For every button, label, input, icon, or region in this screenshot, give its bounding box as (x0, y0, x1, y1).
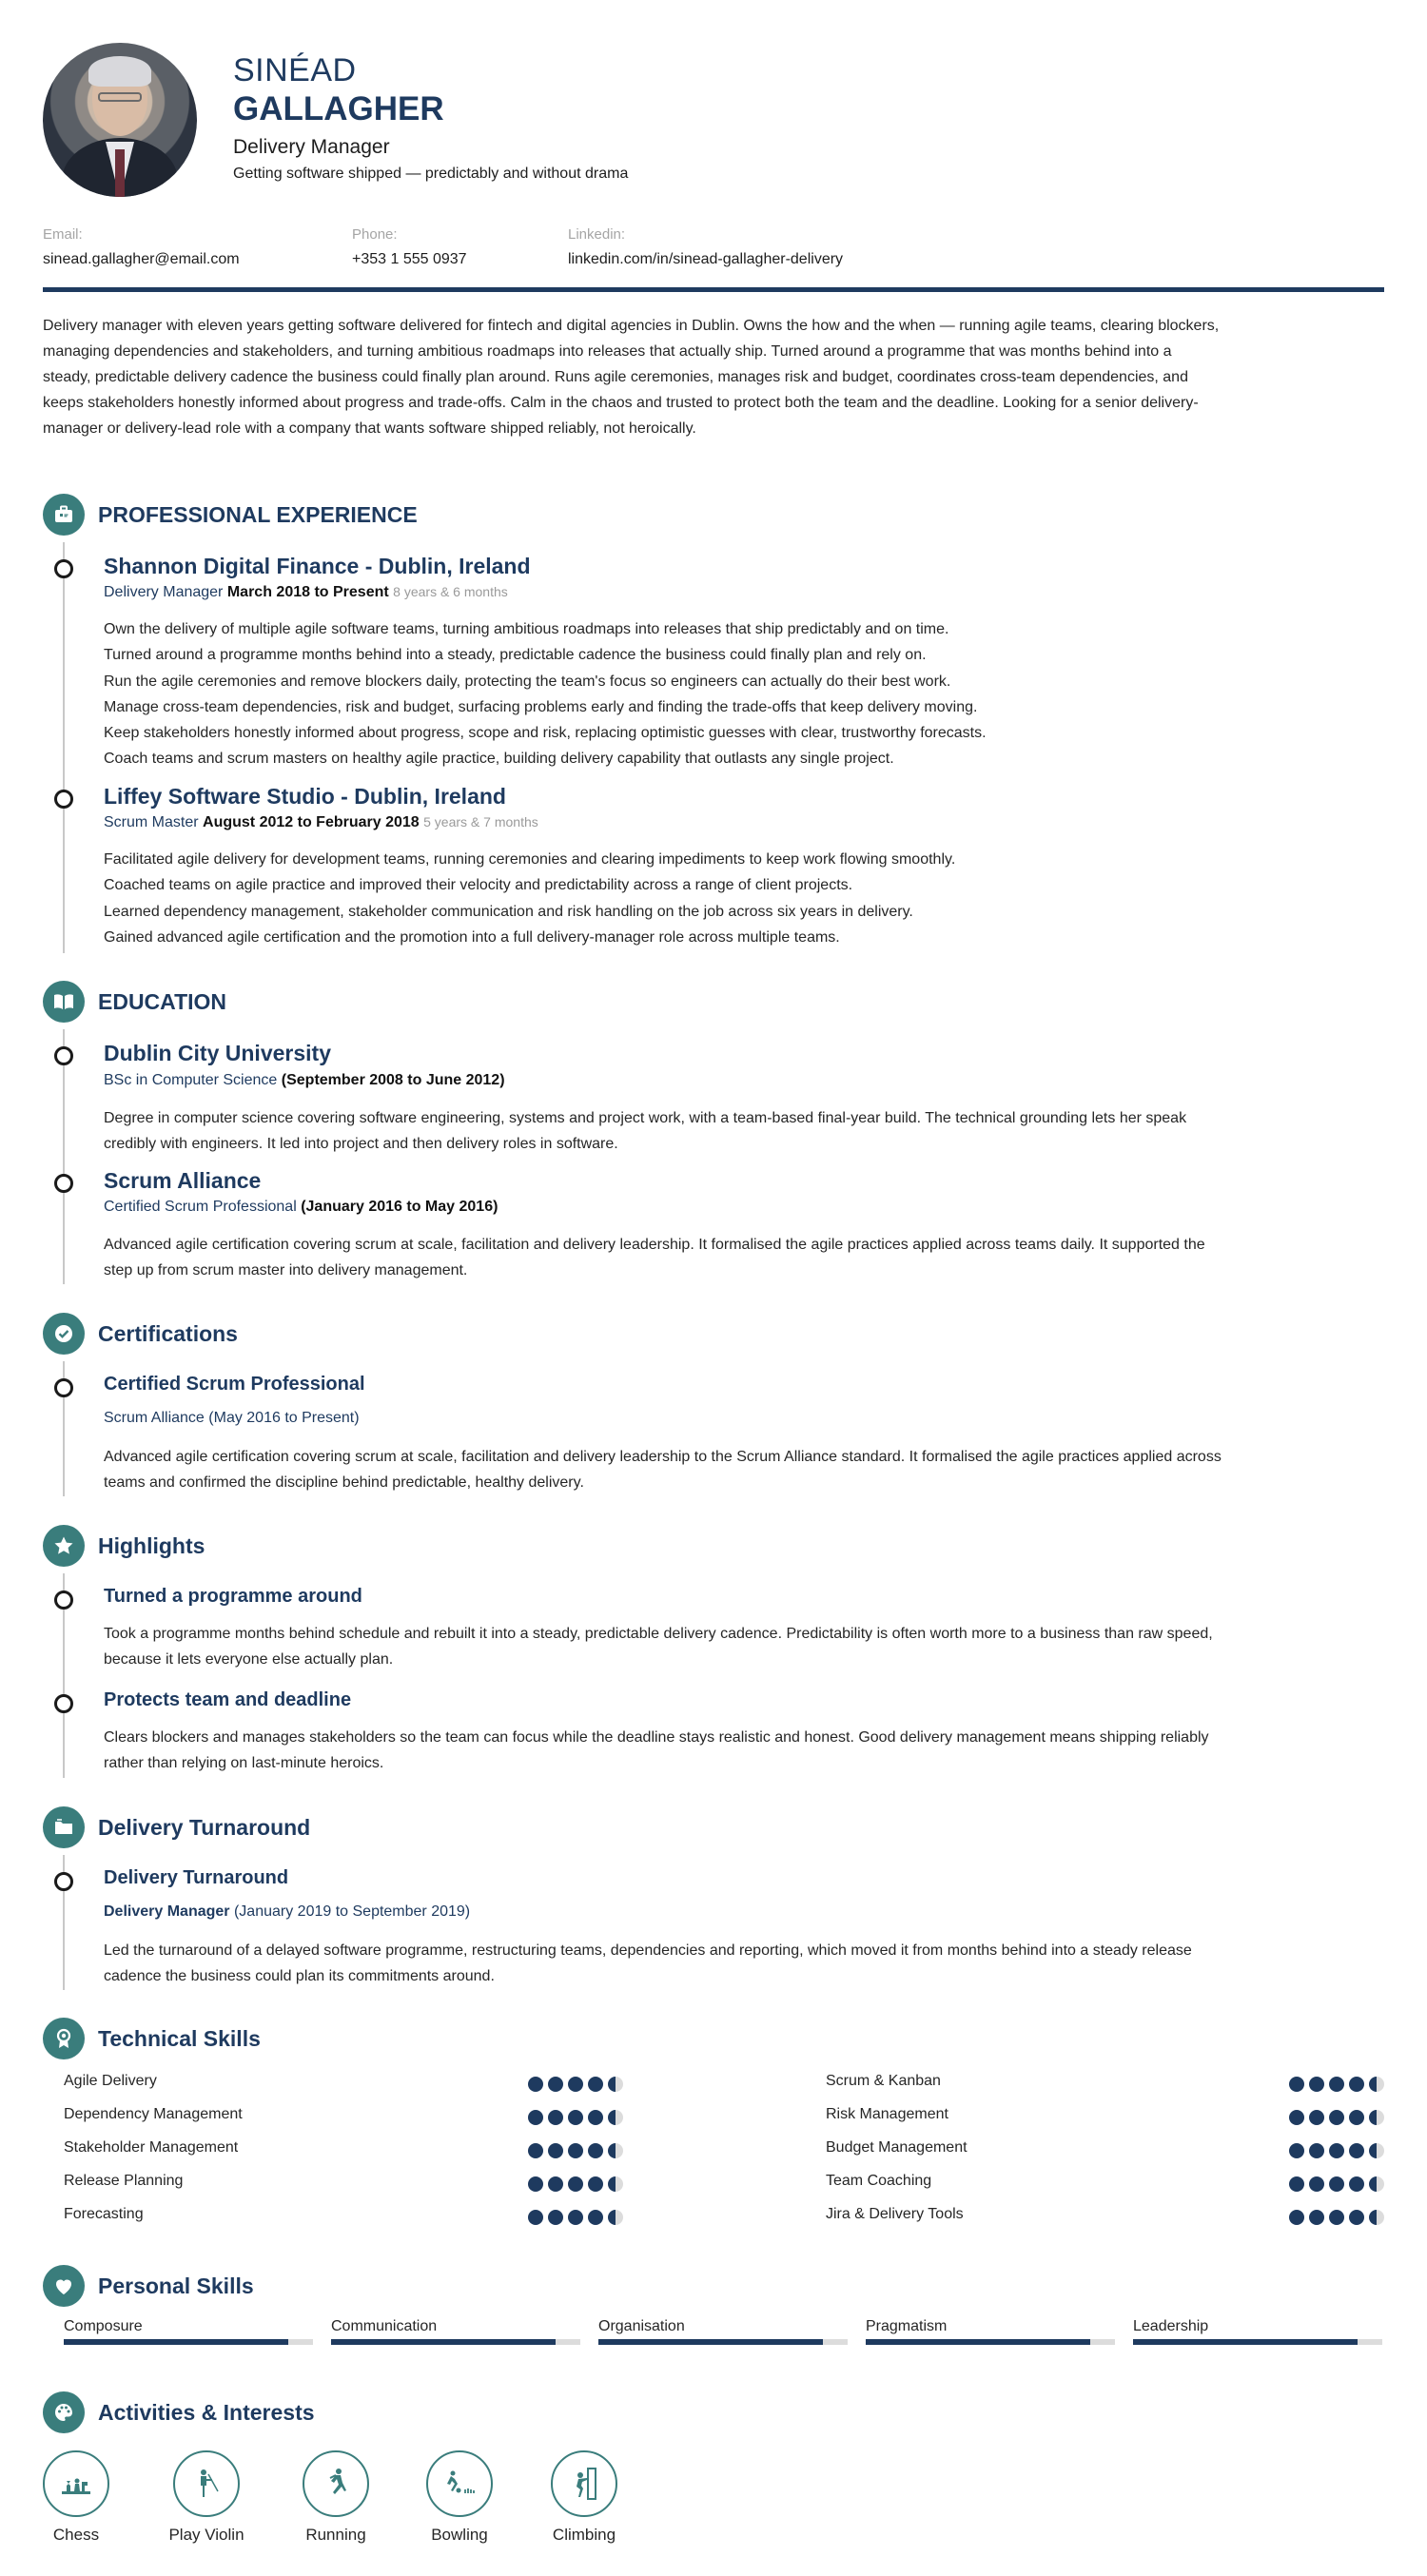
palette-icon (43, 2391, 85, 2433)
timeline-marker (54, 1046, 73, 1065)
interest-name: Running (305, 2526, 366, 2544)
rating-dot (608, 2077, 623, 2092)
personal-skill-name: Communication (331, 2318, 438, 2334)
rating-dot (588, 2210, 603, 2225)
rating-dot (528, 2210, 543, 2225)
skill-name: Agile Delivery (64, 2073, 157, 2089)
rating-dot (548, 2210, 563, 2225)
summary-line: managing dependencies and stakeholders, and turning ambitious roadmaps into releases that actually ship. Turned around a programme that was months behind into a (43, 343, 1172, 360)
rating-dot (528, 2077, 543, 2092)
rating-dot (1349, 2210, 1364, 2225)
personal-skill-bar (1133, 2339, 1382, 2345)
education-description (104, 1105, 1384, 1157)
text-line: teams and confirmed the discipline behind predictable, healthy delivery. (104, 1474, 584, 1491)
briefcase-icon (43, 494, 85, 536)
job-bullet: Run the agile ceremonies and remove blockers daily, protecting the team's focus so engineers can actually do their best work. (104, 673, 951, 690)
phone-value[interactable]: +353 1 555 0937 (352, 251, 467, 267)
rating-dot (1369, 2143, 1384, 2158)
personal-skill (598, 2318, 848, 2345)
skill-rating (528, 2110, 623, 2125)
skill-rating (528, 2176, 623, 2192)
contact-email (43, 226, 240, 268)
interest-name: Chess (52, 2526, 100, 2544)
text-line: credibly with engineers. It led into project and then delivery roles in software. (104, 1136, 618, 1152)
personal-skill-name: Organisation (598, 2318, 685, 2334)
rating-dot (1289, 2176, 1304, 2192)
rating-dot (608, 2143, 623, 2158)
chess-icon (43, 2450, 109, 2517)
phone-label: Phone: (352, 226, 398, 243)
certification-issuer: Scrum Alliance (104, 1410, 205, 1426)
personal-skill-bar (866, 2339, 1115, 2345)
job-duration: 5 years & 7 months (423, 814, 538, 829)
skill-name: Risk Management (826, 2106, 948, 2122)
text-line: Advanced agile certification covering scrum at scale, facilitation and delivery leadership. It formalised the agile practices applied across teams daily. It supported the (104, 1237, 1205, 1253)
badge-check-icon (43, 1313, 85, 1355)
running-icon (303, 2450, 369, 2517)
education-degree: BSc in Computer Science (104, 1072, 278, 1088)
rating-dot (1349, 2110, 1364, 2125)
rating-dot (568, 2143, 583, 2158)
text-line: because it lets everyone else actually plan. (104, 1651, 394, 1668)
tagline: Getting software shipped — predictably and without drama (233, 166, 629, 182)
job-title: Delivery Manager (233, 136, 390, 158)
personal-skill-bar (331, 2339, 580, 2345)
job-bullet: Coach teams and scrum masters on healthy agile practice, building delivery capability that outlasts any single project. (104, 751, 894, 768)
book-icon (43, 981, 85, 1023)
rating-dot (568, 2176, 583, 2192)
job-dates: March 2018 to Present (226, 584, 389, 600)
personal-skill-bar (598, 2339, 848, 2345)
job-bullet: Facilitated agile delivery for development teams, running ceremonies and clearing impediments to keep work flowing smoothly. (104, 851, 956, 868)
text-line: rather than relying on last-minute heroics. (104, 1755, 384, 1771)
profile-photo (43, 43, 197, 197)
rating-dot (548, 2077, 563, 2092)
certification-description (104, 1444, 1384, 1495)
interest-name: Climbing (552, 2526, 616, 2544)
job-bullet: Own the delivery of multiple agile software teams, turning ambitious roadmaps into releases that ship predictably and on time. (104, 621, 949, 637)
rating-dot (1349, 2077, 1364, 2092)
rating-dot (1329, 2143, 1344, 2158)
timeline-marker (54, 1378, 73, 1397)
skill-name: Jira & Delivery Tools (826, 2206, 964, 2222)
personal-skill-name: Composure (64, 2318, 143, 2334)
rating-dot (588, 2077, 603, 2092)
job-bullet: Learned dependency management, stakeholder communication and risk handling on the job across six years in delivery. (104, 903, 913, 920)
star-icon (43, 1525, 85, 1567)
project-title: Delivery Turnaround (98, 1815, 311, 1840)
personal-skill (331, 2318, 580, 2345)
education-timeline (63, 1029, 65, 1284)
summary-line: keeps stakeholders honestly informed about progress and trade-offs. Calm in the chaos and trusted to protect both the team and the deadline. Looking for a senior delivery- (43, 395, 1199, 411)
project-meta (104, 1903, 470, 1921)
personal-skill (866, 2318, 1115, 2345)
summary-line: steady, predictable delivery cadence the business could finally plan around. Runs agile ceremonies, manages risk and budget, coordinates cross-team dependencies, and (43, 369, 1188, 385)
heart-icon (43, 2265, 85, 2307)
job-meta (104, 814, 538, 831)
rating-dot (1329, 2176, 1344, 2192)
rating-dot (1329, 2210, 1344, 2225)
text-line: cadence the business could plan its commitments around. (104, 1968, 495, 1984)
rating-dot (1349, 2143, 1364, 2158)
job-bullet: Gained advanced agile certification and the promotion into a full delivery-manager role across multiple teams. (104, 928, 840, 946)
job-company: Liffey Software Studio - Dublin, Ireland (104, 784, 506, 809)
highlight-name: Protects team and deadline (104, 1689, 352, 1710)
rating-dot (568, 2110, 583, 2125)
personal-skills-title: Personal Skills (98, 2274, 254, 2298)
violin-icon (173, 2450, 240, 2517)
rating-dot (1369, 2110, 1384, 2125)
folder-icon (43, 1806, 85, 1848)
rating-dot (588, 2110, 603, 2125)
personal-skill-name: Pragmatism (866, 2318, 948, 2334)
job-role: Scrum Master (104, 814, 199, 830)
interests-title: Activities & Interests (98, 2400, 315, 2425)
contact-phone (352, 226, 467, 268)
highlight-description (104, 1621, 1384, 1672)
timeline-marker (54, 790, 73, 809)
rating-dot (588, 2176, 603, 2192)
education-title: EDUCATION (98, 989, 227, 1014)
rating-dot (528, 2110, 543, 2125)
rating-dot (1329, 2077, 1344, 2092)
job-bullet: Manage cross-team dependencies, risk and budget, surfacing problems early and finding the trade-offs that keep delivery moving. (104, 698, 978, 715)
rating-dot (1369, 2077, 1384, 2092)
rating-dot (1289, 2210, 1304, 2225)
linkedin-label: Linkedin: (568, 226, 626, 243)
skill-name: Dependency Management (64, 2106, 243, 2122)
experience-title: PROFESSIONAL EXPERIENCE (98, 502, 418, 527)
rating-dot (548, 2110, 563, 2125)
interest-item (532, 2450, 636, 2545)
job-bullet: Coached teams on agile practice and improved their velocity and predictability across a range of client projects. (104, 877, 853, 894)
technical-skills-title: Technical Skills (98, 2026, 261, 2051)
contact-linkedin (568, 226, 843, 268)
highlights-title: Highlights (98, 1533, 205, 1558)
climbing-icon (551, 2450, 617, 2517)
job-bullet: Keep stakeholders honestly informed about progress, scope and risk, replacing optimistic guesses with clear, trustworthy forecasts. (104, 725, 987, 742)
job-dates: August 2012 to February 2018 (203, 814, 420, 830)
skill-rating (1289, 2143, 1384, 2158)
text-line: Clears blockers and manages stakeholders so the team can focus while the deadline stays realistic and honest. Good delivery management means shipping reliably (104, 1729, 1209, 1746)
skill-rating (528, 2210, 623, 2225)
rating-dot (1309, 2210, 1324, 2225)
education-dates: (September 2008 to June 2012) (281, 1072, 505, 1088)
interest-name: Bowling (431, 2526, 488, 2544)
skill-rating (1289, 2110, 1384, 2125)
skill-rating (528, 2077, 623, 2092)
experience-timeline (63, 542, 65, 953)
interest-item (24, 2450, 128, 2545)
skill-rating (1289, 2210, 1384, 2225)
skill-rating (1289, 2077, 1384, 2092)
skill-name: Team Coaching (826, 2173, 932, 2189)
education-dates: (January 2016 to May 2016) (301, 1199, 498, 1215)
skill-name: Release Planning (64, 2173, 184, 2189)
rating-dot (548, 2143, 563, 2158)
interest-item (154, 2450, 259, 2545)
rating-dot (1309, 2143, 1324, 2158)
personal-skill (64, 2318, 313, 2345)
education-description (104, 1232, 1384, 1283)
rating-dot (1349, 2176, 1364, 2192)
rating-dot (1369, 2176, 1384, 2192)
rating-dot (1309, 2077, 1324, 2092)
email-label: Email: (43, 226, 83, 243)
rating-dot (1289, 2077, 1304, 2092)
rating-dot (608, 2110, 623, 2125)
skill-name: Forecasting (64, 2206, 144, 2222)
award-icon (43, 2018, 85, 2059)
rating-dot (1289, 2143, 1304, 2158)
skill-name: Stakeholder Management (64, 2139, 239, 2156)
bowling-icon (426, 2450, 493, 2517)
personal-skill-bar (64, 2339, 313, 2345)
text-line: step up from scrum master into delivery management. (104, 1262, 468, 1278)
rating-dot (608, 2176, 623, 2192)
education-meta (104, 1072, 505, 1089)
rating-dot (588, 2143, 603, 2158)
education-school: Scrum Alliance (104, 1168, 262, 1193)
highlight-name: Turned a programme around (104, 1586, 362, 1607)
text-line: Led the turnaround of a delayed software programme, restructuring teams, dependencies and reporting, which moved it from months behind into a steady release (104, 1942, 1192, 1959)
job-description (104, 616, 1384, 772)
project-dates: (January 2019 to September 2019) (233, 1903, 471, 1920)
rating-dot (548, 2176, 563, 2192)
rating-dot (1329, 2110, 1344, 2125)
summary-line: Delivery manager with eleven years getting software delivered for fintech and digital agencies in Dublin. Owns the how and the when — running agile teams, clearing blockers, (43, 318, 1220, 334)
job-company: Shannon Digital Finance - Dublin, Ireland (104, 554, 531, 578)
project-role: Delivery Manager (104, 1903, 230, 1920)
timeline-marker (54, 1590, 73, 1610)
skill-name: Scrum & Kanban (826, 2073, 941, 2089)
job-bullet: Turned around a programme months behind into a steady, predictable cadence the business could finally plan and rely on. (104, 647, 927, 664)
resume-header (43, 43, 1384, 200)
interest-item (283, 2450, 388, 2545)
rating-dot (1309, 2176, 1324, 2192)
timeline-marker (54, 1872, 73, 1891)
text-line: Degree in computer science covering software engineering, systems and project work, with a team-based final-year build. The technical grounding lets her speak (104, 1110, 1187, 1126)
linkedin-value[interactable]: linkedin.com/in/sinead-gallagher-delivery (568, 251, 844, 267)
text-line: Advanced agile certification covering scrum at scale, facilitation and delivery leadership to the Scrum Alliance standard. It formalised the agile practices applied across (104, 1449, 1222, 1465)
job-duration: 8 years & 6 months (393, 584, 508, 599)
rating-dot (1289, 2110, 1304, 2125)
skill-name: Budget Management (826, 2139, 968, 2156)
rating-dot (528, 2176, 543, 2192)
profile-summary (43, 313, 1384, 441)
highlight-description (104, 1725, 1384, 1776)
certification-name: Certified Scrum Professional (104, 1374, 365, 1395)
timeline-marker (54, 559, 73, 578)
education-degree: Certified Scrum Professional (104, 1199, 297, 1215)
rating-dot (1369, 2210, 1384, 2225)
interest-item (407, 2450, 512, 2545)
personal-skill (1133, 2318, 1382, 2345)
job-meta (104, 584, 508, 601)
text-line: Took a programme months behind schedule and rebuilt it into a steady, predictable delivery cadence. Predictability is often worth more to a business than raw speed, (104, 1626, 1213, 1642)
timeline-marker (54, 1694, 73, 1713)
project-name: Delivery Turnaround (104, 1867, 289, 1888)
education-meta (104, 1199, 498, 1216)
job-role: Delivery Manager (104, 584, 224, 600)
job-description (104, 847, 1384, 950)
rating-dot (568, 2077, 583, 2092)
skill-rating (528, 2143, 623, 2158)
education-school: Dublin City University (104, 1041, 331, 1065)
rating-dot (528, 2143, 543, 2158)
rating-dot (1309, 2110, 1324, 2125)
email-value[interactable]: sinead.gallagher@email.com (43, 251, 240, 267)
timeline-marker (54, 1174, 73, 1193)
skill-rating (1289, 2176, 1384, 2192)
rating-dot (608, 2210, 623, 2225)
certification-dates: (May 2016 to Present) (208, 1410, 360, 1426)
personal-skill-name: Leadership (1133, 2318, 1209, 2334)
last-name: GALLAGHER (233, 90, 444, 127)
rating-dot (568, 2210, 583, 2225)
project-description (104, 1938, 1384, 1989)
interest-name: Play Violin (168, 2526, 244, 2544)
first-name: SINÉAD (233, 52, 357, 88)
certifications-title: Certifications (98, 1321, 238, 1346)
certification-meta (104, 1410, 360, 1427)
header-divider (43, 287, 1384, 292)
summary-line: manager or delivery-lead role with a company that wants software shipped reliably, not heroically. (43, 420, 696, 437)
